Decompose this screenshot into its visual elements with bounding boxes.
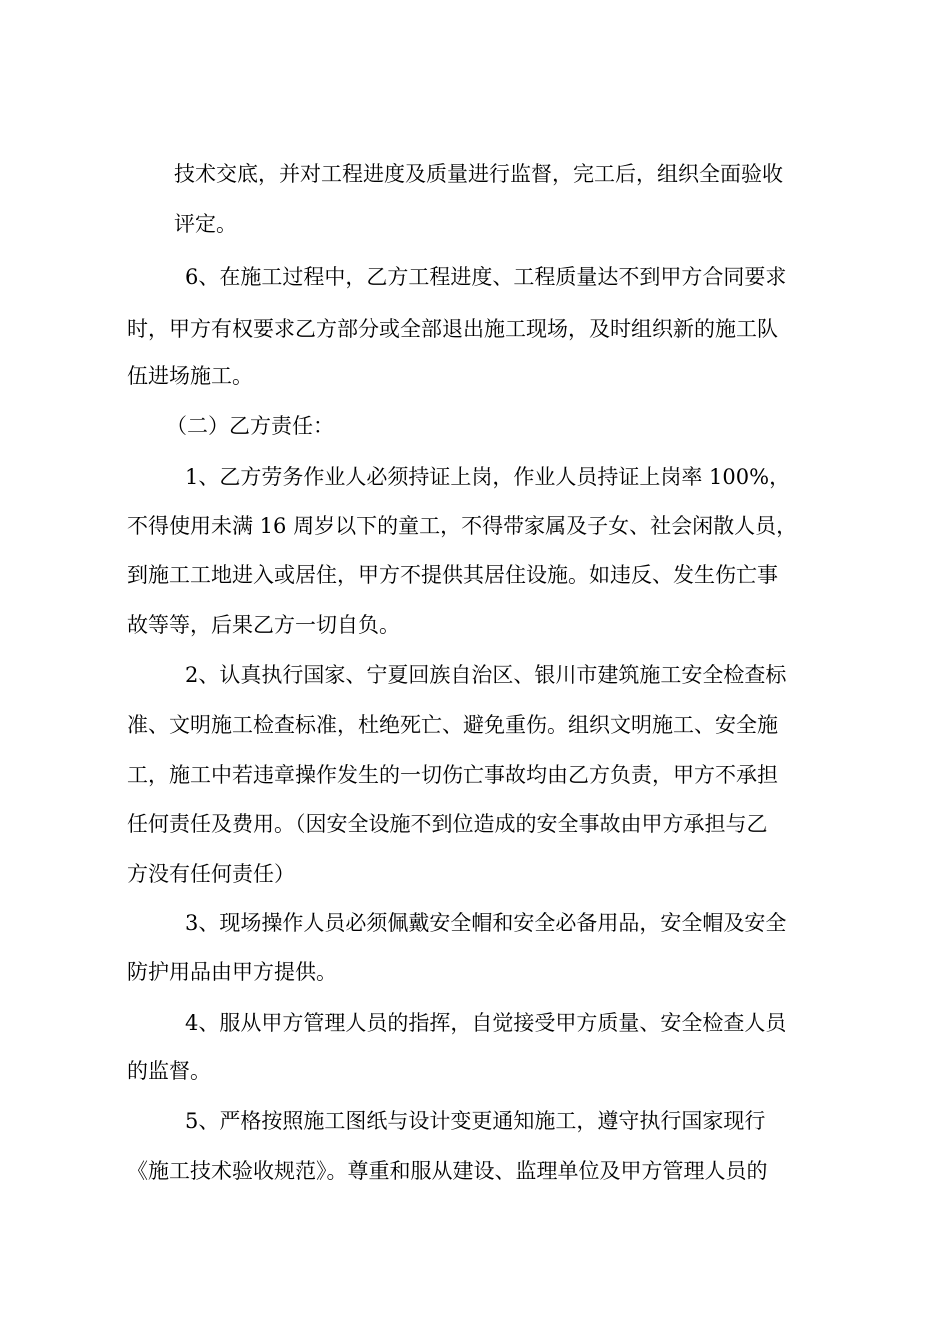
- text-line: 的监督。: [127, 1059, 211, 1083]
- text-line: 《施工技术验收规范》。尊重和服从建设、监理单位及甲方管理人员的: [127, 1159, 768, 1183]
- section-heading: （二）乙方责任：: [166, 414, 334, 438]
- text-line: 故等等，后果乙方一切自负。: [127, 613, 400, 637]
- text-line: 评定。: [174, 212, 237, 236]
- text-line: 工，施工中若违章操作发生的一切伤亡事故均由乙方负责，甲方不承担: [127, 763, 778, 787]
- text-line: 不得使用未满 16 周岁以下的童工，不得带家属及子女、社会闲散人员，: [127, 514, 798, 538]
- text-line: 防护用品由甲方提供。: [127, 960, 337, 984]
- text-line: 任何责任及费用。（因安全设施不到位造成的安全事故由甲方承担与乙: [127, 812, 768, 836]
- text-line: 伍进场施工。: [127, 364, 253, 388]
- text-line: 2、认真执行国家、宁夏回族自治区、银川市建筑施工安全检查标: [185, 663, 787, 687]
- text-line: 6、在施工过程中，乙方工程进度、工程质量达不到甲方合同要求: [185, 265, 787, 289]
- text-line: 到施工工地进入或居住，甲方不提供其居住设施。如违反、发生伤亡事: [127, 563, 778, 587]
- text-line: 1、乙方劳务作业人必须持证上岗，作业人员持证上岗率 100%，: [185, 465, 791, 489]
- text-line: 3、现场操作人员必须佩戴安全帽和安全必备用品，安全帽及安全: [185, 911, 787, 935]
- text-line: 4、服从甲方管理人员的指挥，自觉接受甲方质量、安全检查人员: [185, 1011, 787, 1035]
- text-line: 5、严格按照施工图纸与设计变更通知施工，遵守执行国家现行: [185, 1109, 766, 1133]
- text-line: 方没有任何责任）: [127, 862, 295, 886]
- text-line: 技术交底，并对工程进度及质量进行监督，完工后，组织全面验收: [174, 162, 783, 186]
- text-line: 时，甲方有权要求乙方部分或全部退出施工现场，及时组织新的施工队: [127, 317, 778, 341]
- text-line: 准、文明施工检查标准，杜绝死亡、避免重伤。组织文明施工、安全施: [127, 713, 778, 737]
